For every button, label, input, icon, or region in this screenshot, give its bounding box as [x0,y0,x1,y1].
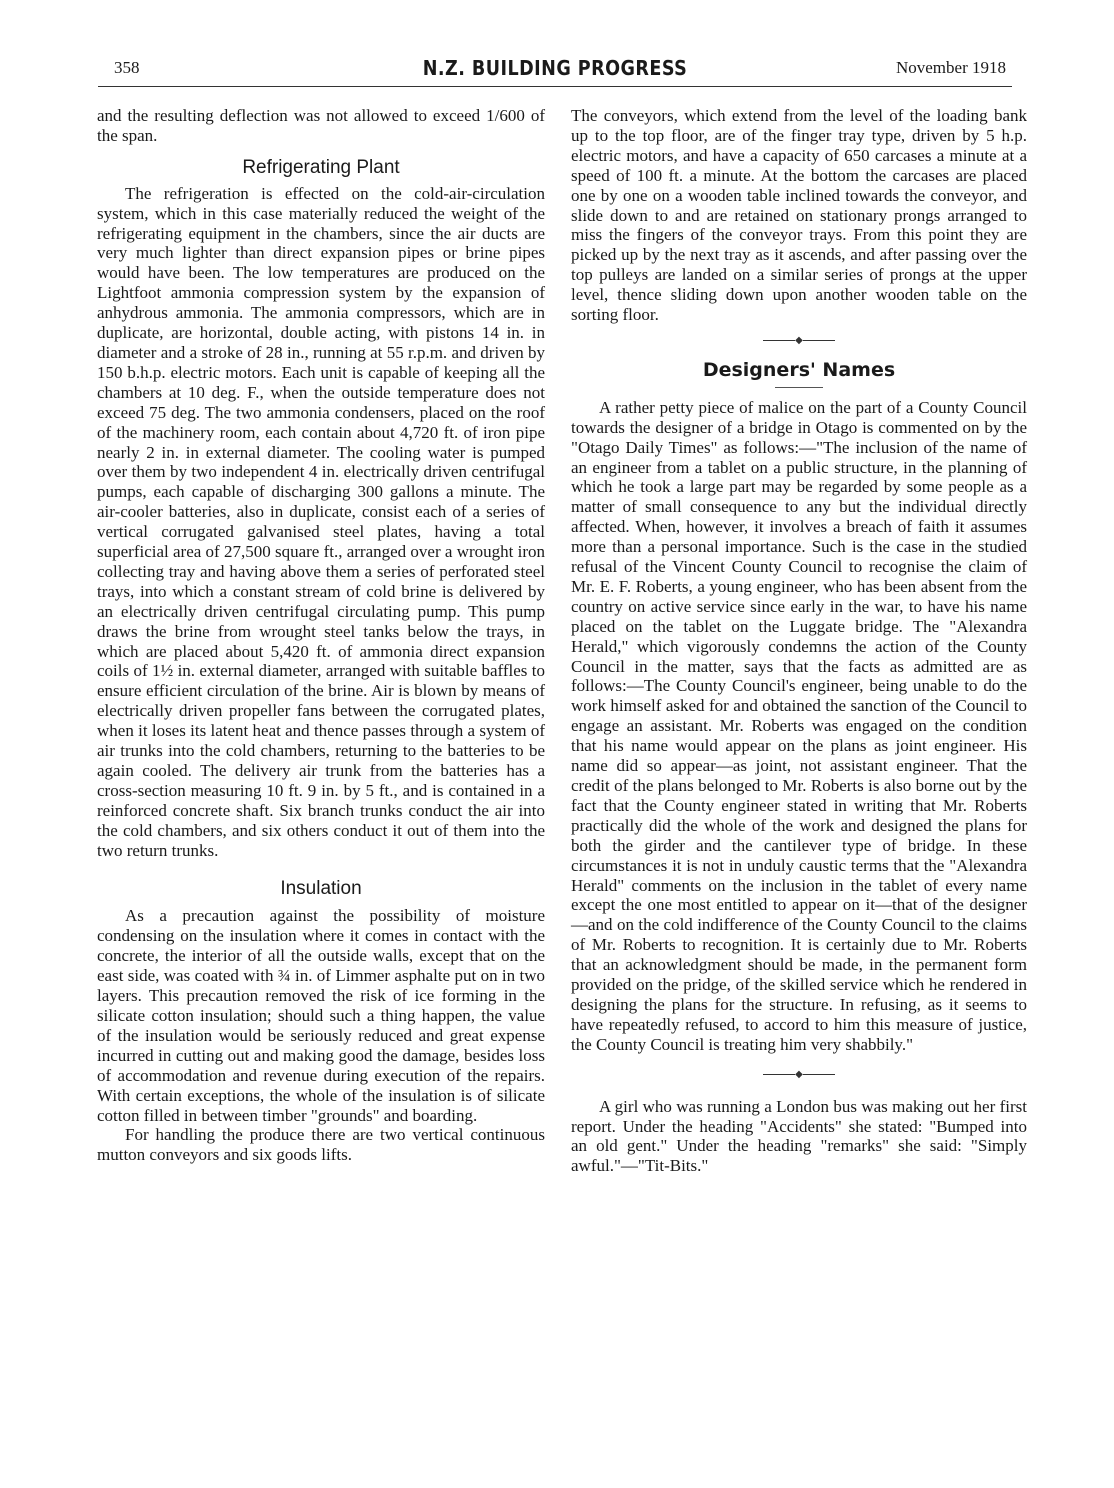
header-rule [98,86,1012,87]
tit-bits-anecdote-paragraph: A girl who was running a London bus was making out her first report. Under the heading "Accidents" she stated: "Bumped into an old gent." Under the heading "remarks" she said: "Simply awful."—"Tit-Bits." [571,1096,1027,1176]
intro-paragraph: and the resulting deflection was not allowed to exceed 1/600 of the span. [97,106,545,145]
designers-names-paragraph: A rather petty piece of malice on the part of a County Council towards the designer of a bridge in Otago is commented on by the "Otago Daily Times" as follows:—"The inclusion of the name of an engineer from a tablet on a public structure, in the planning of which he took a large part may be regarded by some people as a matter of small consequence to any but the individual directly affected. When, however, it involves a breach of faith it assumes more than a personal importance. Such is the case in the studied refusal of the Vincent County Council to recognise the claim of Mr. E. F. Roberts, a young engineer, who has been absent from the country on active service since early in the war, to have his name placed on the tablet on the Luggate bridge. The "Alexandra Herald," which vigorously condemns the action of the County Council in the matter, says that the facts as admitted are as follows:—The County Council's engineer, being unable to do the work himself asked for and obtained the sanction of the Council to engage an assistant. Mr. Roberts was engaged on the condition that his name would appear on the plans as joint engineer. His name did so appear—as joint, not assistant engineer. That the credit of the plans belonged to Mr. Roberts is also borne out by the fact that the County engineer stated in writing that Mr. Roberts practically did the whole of the work and designed the plans for both the girder and the cantilever type of bridge. In these circumstances it is not in unduly caustic terms that the "Alexandra Herald" comments on the inclusion in the tablet of every name except the one most entitled to appear on it—that of the designer—and on the cold indifference of the County Council to the claims of Mr. Roberts to recognition. It is certainly due to Mr. Roberts that an acknowledgment should be made, in the permanent form provided on the pridge, of the skilled service which he rendered in designing the plans for the structure. In refusing, as it seems to have repeatedly refused, to accord to him this measure of justice, the County Council is treating him very shabbily." [571,397,1027,1054]
section-heading-refrigerating-plant: Refrigerating Plant [242,156,400,178]
right-column [571,106,1027,1176]
conveyors-paragraph: The conveyors, which extend from the level of the loading bank up to the top floor, are of the finger tray type, driven by 5 h.p. electric motors, and have a capacity of 650 carcases a minute at a speed of 100 ft. a minute. At the bottom the carcases are placed one by one on a wooden table inclined towards the conveyor, and slide down to and are retained on stationary prongs arranged to miss the fingers of the conveyor trays. From this point they are picked up by the next tray as it ascends, and after passing over the top pulleys are landed on a similar series of prongs at the upper level, thence sliding down upon another wooden table on the sorting floor. [571,106,1027,325]
conveyors-intro-paragraph: For handling the produce there are two vertical continuous mutton conveyors and six goods lifts. [97,1125,545,1165]
issue-date: November 1918 [895,58,1006,77]
journal-title: N.Z. BUILDING PROGRESS [422,56,688,80]
section-divider-ornament: ◆ [571,331,1027,351]
section-heading-designers-names: Designers' Names [702,358,896,381]
section-divider-ornament: ◆ [571,1065,1027,1085]
page-header [98,56,1012,88]
page-number: 358 [114,58,140,77]
refrigerating-plant-paragraph: The refrigeration is effected on the cold-air-circulation system, which in this case materially reduced the weight of the refrigerating equipment in the chambers, since the air ducts are very much lighter than direct expansion pipes or brine pipes would have been. The low temperatures are produced on the Lightfoot ammonia compression system by the expansion of anhydrous ammonia. The ammonia compressors, which are in duplicate, are horizontal, double acting, with pistons 14 in. in diameter and a stroke of 28 in., running at 55 r.p.m. and driven by 150 b.h.p. electric motors. Each unit is capable of keeping all the chambers at 10 deg. F., when the outside temperature does not exceed 75 deg. The two ammonia condensers, placed on the roof of the machinery room, each contain about 4,720 ft. of iron pipe nearly 2 in. in external diameter. The cooling water is pumped over them by two independent 4 in. electrically driven centrifugal pumps, each capable of discharging 300 gallons a minute. The air-cooler batteries, also in duplicate, consist each of a series of vertical corrugated galvanised steel plates, having a total superficial area of 27,500 square ft., arranged over a wrought iron collecting tray and having above them a series of perforated steel trays, into which a constant stream of cold brine is delivered by an electrically driven centrifugal circulating pump. This pump draws the brine from wrought steel tanks below the trays, in which are placed about 5,420 ft. of ammonia direct expansion coils of 1½ in. external diameter, arranged with suitable baffles to ensure efficient circulation of the brine. Air is blown by means of electrically driven propeller fans between the corrugated plates, when it loses its latent heat and thence passes through a system of air trunks into the cold chambers, returning to the batteries to be again cooled. The delivery air trunk from the batteries has a cross-section measuring 10 ft. 9 in. by 5 ft., and is contained in a reinforced concrete shaft. Six branch trunks conduct the air into the cold chambers, and six others conduct it out of them into the two return trunks. [97,183,545,860]
section-heading-insulation: Insulation [280,877,362,899]
heading-underline [775,387,823,388]
left-column [97,106,545,1165]
insulation-paragraph: As a precaution against the possibility of moisture condensing on the insulation where it comes in contact with the concrete, the interior of all the outside walls, except that on the east side, was coated with ¾ in. of Limmer asphalte put on in two layers. This precaution removed the risk of ice forming in the silicate cotton insulation; should such a thing happen, the value of the insulation would be seriously reduced and great expense incurred in cutting out and making good the damage, besides loss of accommodation and revenue during execution of the repairs. With certain exceptions, the whole of the insulation is of silicate cotton filled in between timber "grounds" and boarding. [97,906,545,1125]
